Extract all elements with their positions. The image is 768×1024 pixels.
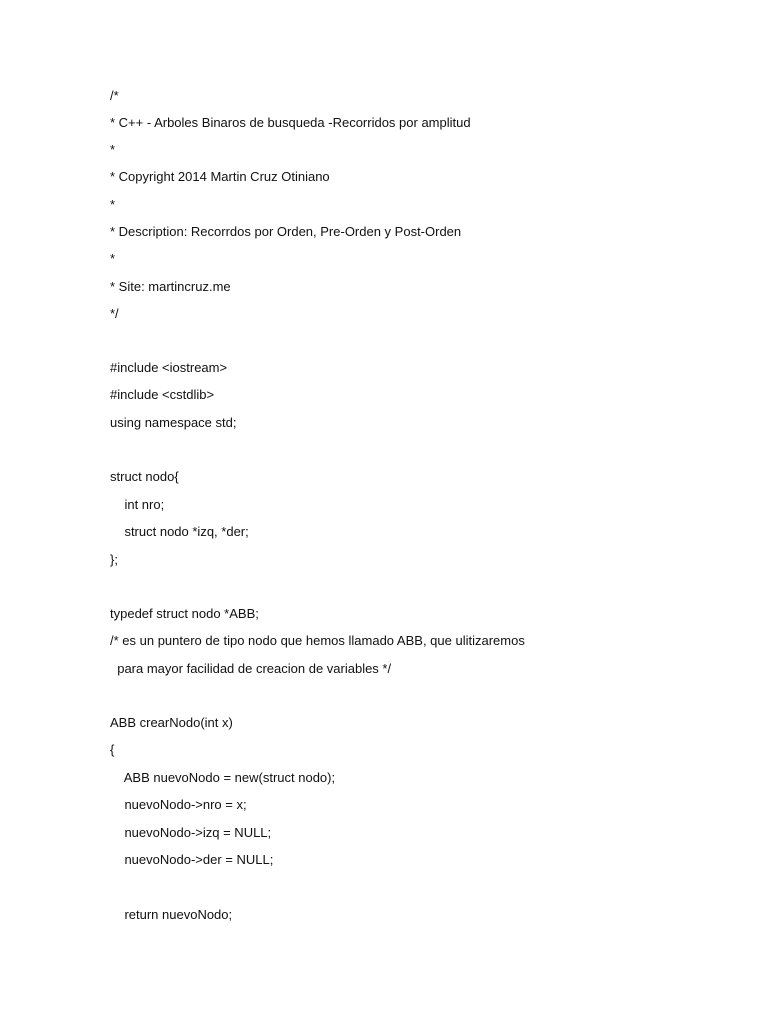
function-signature-line: ABB crearNodo(int x) bbox=[110, 715, 233, 730]
comment-star-line: * bbox=[110, 251, 116, 266]
function-body-line: nuevoNodo->nro = x; bbox=[110, 797, 247, 812]
comment-close-line: */ bbox=[110, 306, 119, 321]
using-namespace-line: using namespace std; bbox=[110, 415, 237, 430]
struct-field-line: struct nodo *izq, *der; bbox=[110, 524, 249, 539]
function-open-brace-line: { bbox=[110, 742, 115, 757]
copyright-line: * Copyright 2014 Martin Cruz Otiniano bbox=[110, 169, 330, 184]
description-line: * Description: Recorrdos por Orden, Pre-Orden y Post-Orden bbox=[110, 224, 462, 239]
struct-field-line: int nro; bbox=[110, 497, 165, 512]
comment-star-line: * bbox=[110, 142, 116, 157]
function-body-line: nuevoNodo->der = NULL; bbox=[110, 852, 274, 867]
return-line: return nuevoNodo; bbox=[110, 907, 233, 922]
typedef-comment-line: para mayor facilidad de creacion de variables */ bbox=[110, 661, 392, 676]
site-line: * Site: martincruz.me bbox=[110, 279, 231, 294]
struct-close-line: }; bbox=[110, 552, 118, 567]
struct-decl-line: struct nodo{ bbox=[110, 469, 179, 484]
include-cstdlib-line: #include <cstdlib> bbox=[110, 387, 215, 402]
comment-star-line: * bbox=[110, 197, 116, 212]
comment-open-line: /* bbox=[110, 88, 119, 103]
include-iostream-line: #include <iostream> bbox=[110, 360, 228, 375]
function-body-line: ABB nuevoNodo = new(struct nodo); bbox=[110, 770, 336, 785]
typedef-line: typedef struct nodo *ABB; bbox=[110, 606, 259, 621]
typedef-comment-line: /* es un puntero de tipo nodo que hemos llamado ABB, que ulitizaremos bbox=[110, 633, 525, 648]
title-comment-line: * C++ - Arboles Binaros de busqueda -Recorridos por amplitud bbox=[110, 115, 471, 130]
function-body-line: nuevoNodo->izq = NULL; bbox=[110, 825, 272, 840]
